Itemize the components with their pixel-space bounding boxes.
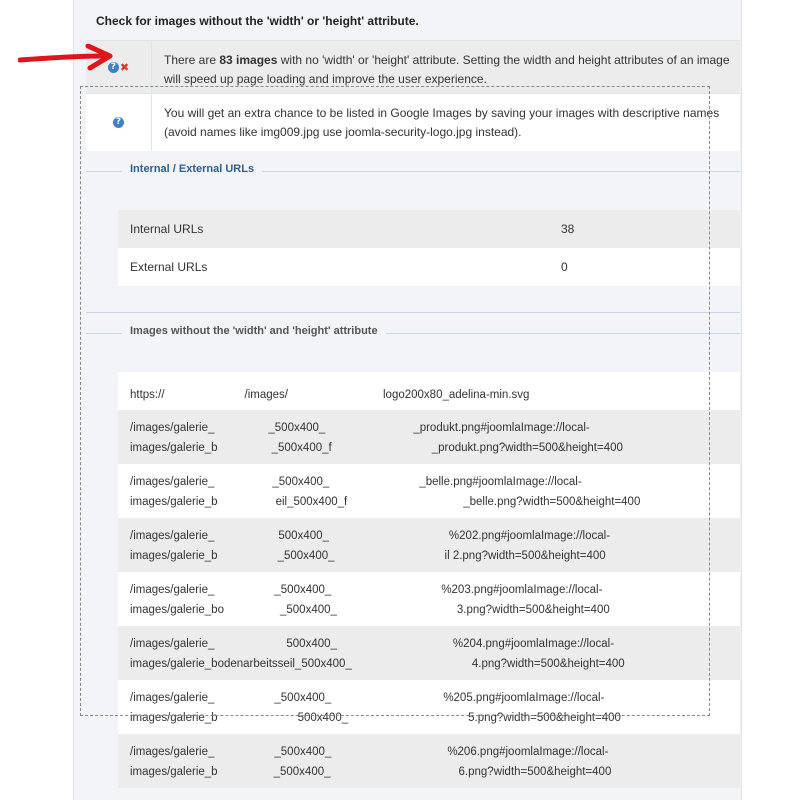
internal-urls-label: Internal URLs (130, 222, 204, 236)
tip-text: You will get an extra chance to be listed in Google Images by saving your images with descriptive names (avoid names like img009.jpg use joomla-security-logo.jpg instead). (164, 106, 720, 139)
images-fieldset (86, 325, 740, 801)
image-count: 83 images (219, 53, 278, 67)
external-urls-value: 0 (561, 260, 568, 274)
image-row (118, 572, 740, 626)
images-legend: Images without the 'width' and 'height' attribute (122, 325, 386, 337)
annotation-arrow-icon (18, 44, 128, 72)
image-row (118, 734, 740, 788)
image-row (118, 626, 740, 680)
warning-row (86, 40, 740, 93)
image-url: /images/galerie_ _500x400_ _belle.png#joomlaImage://local- images/galerie_b eil_500x400_f _belle.png?width=500&height=400 (130, 476, 641, 508)
image-url: /images/galerie_ _500x400_ _produkt.png#joomlaImage://local- images/galerie_b _500x400_f _produkt.png?width=500&height=400 (130, 422, 623, 454)
tip-icon-cell (86, 94, 152, 151)
internal-urls-value: 38 (561, 222, 575, 236)
internal-urls-row (118, 210, 740, 248)
check-heading: Check for images without the 'width' or 'height' attribute. (96, 14, 419, 28)
image-url: /images/galerie_ 500x400_ %202.png#joomlaImage://local- images/galerie_b _500x400_ il 2.png?width=500&height=400 (130, 530, 611, 562)
image-row (118, 372, 740, 410)
image-row (118, 410, 740, 464)
external-urls-label: External URLs (130, 260, 208, 274)
error-x-icon: ✖ (119, 60, 130, 74)
image-url: /images/galerie_ _500x400_ %205.png#joomlaImage://local- images/galerie_b 500x400_ 5.png?width=500&height=400 (130, 692, 621, 724)
external-urls-row (118, 248, 740, 286)
urls-legend: Internal / External URLs (122, 163, 262, 175)
warning-text: There are 83 images with no 'width' or 'height' attribute. Setting the width and height attributes of an image will speed up page loading and improve the user experience. (164, 53, 730, 86)
urls-fieldset (86, 163, 740, 313)
tip-row (86, 93, 740, 151)
image-url: /images/galerie_ _500x400_ %206.png#joomlaImage://local- images/galerie_b _500x400_ 6.png?width=500&height=400 (130, 746, 612, 778)
image-row (118, 680, 740, 734)
image-url: /images/galerie_ 500x400_ %204.png#joomlaImage://local- images/galerie_bodenarbeitsseil_500x400_ 4.png?width=500&height=400 (130, 638, 625, 670)
image-row (118, 464, 740, 518)
image-url: https:// /images/ logo200x80_adelina-min.svg (130, 389, 530, 401)
info-icon[interactable]: ? (113, 117, 124, 128)
info-icon[interactable]: ? (108, 62, 119, 73)
image-url: /images/galerie_ _500x400_ %203.png#joomlaImage://local- images/galerie_bo _500x400_ 3.png?width=500&height=400 (130, 584, 610, 616)
image-row (118, 518, 740, 572)
